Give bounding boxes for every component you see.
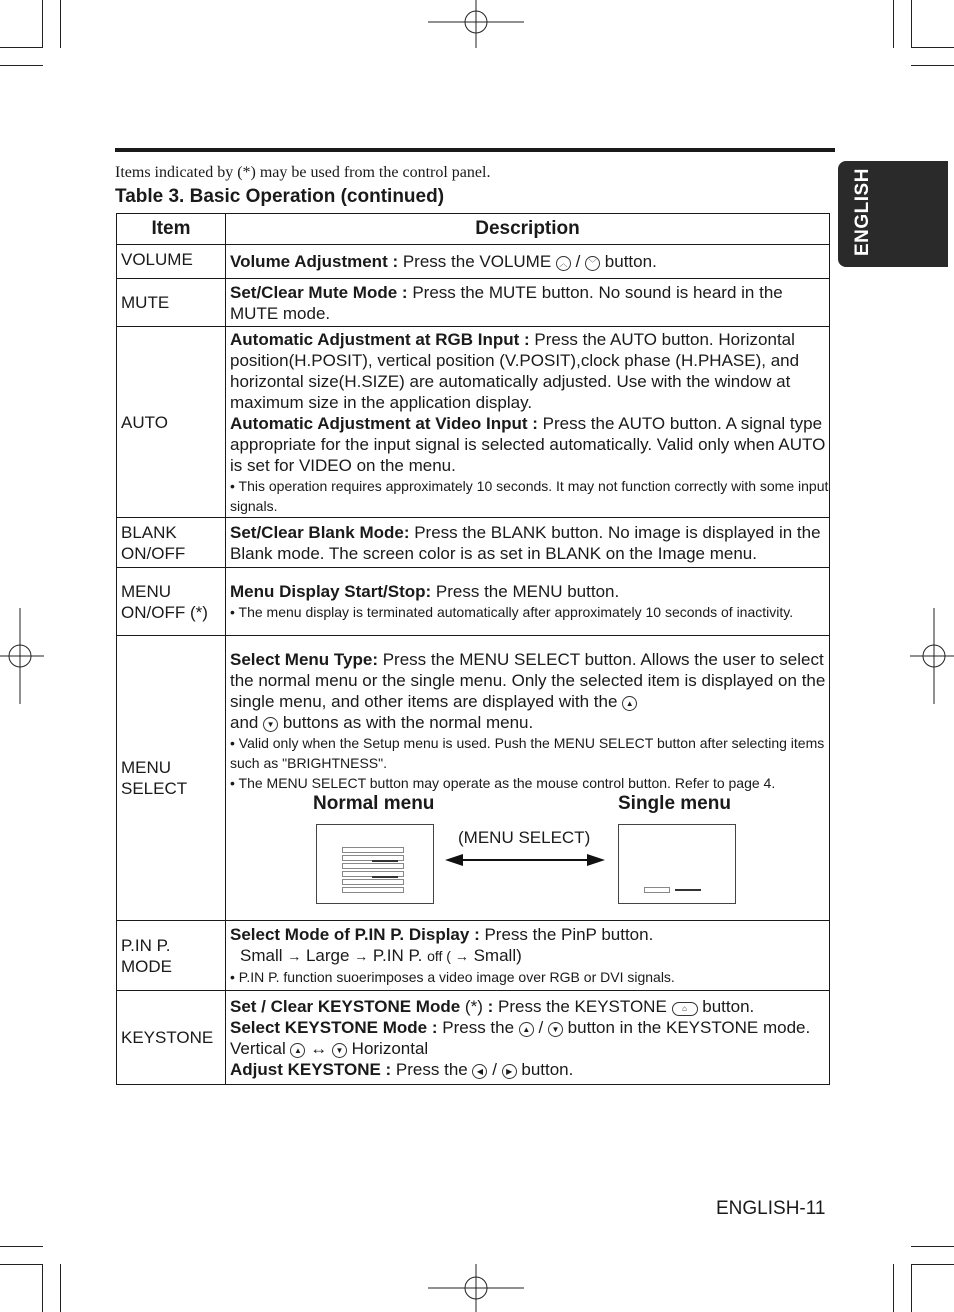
item-menu-onoff: MENU ON/OFF (*)	[117, 568, 226, 636]
right-button-icon: ▶	[502, 1064, 517, 1079]
slider-bar	[372, 876, 398, 878]
auto-note: • This operation requires approximately 10 seconds. It may not function correctly with some input signals.	[230, 477, 829, 514]
crop-mark	[893, 1264, 894, 1312]
up-button-icon: ▲	[622, 696, 637, 711]
crop-mark	[0, 65, 43, 66]
down-button-icon: ▼	[263, 717, 278, 732]
language-tab-label: ENGLISH	[852, 168, 873, 256]
menu-item	[342, 847, 404, 853]
table-row-blank	[117, 518, 830, 568]
crop-mark	[911, 47, 954, 48]
table-title: Table 3. Basic Operation (continued)	[115, 186, 445, 207]
menu-select-note-1: • Valid only when the Setup menu is used. Push the MENU SELECT button after selecting items such as "BRIGHTNESS".	[230, 735, 825, 771]
volume-down-icon: ﹀	[585, 256, 600, 271]
up-button-icon: ▲	[519, 1022, 534, 1037]
crop-mark	[42, 0, 43, 48]
desc-menu-onoff: Menu Display Start/Stop: Press the MENU button. • The menu display is terminated automatically after approximately 10 seconds of inactivity.	[226, 568, 830, 636]
desc-blank: Set/Clear Blank Mode: Press the BLANK button. No image is displayed in the Blank mode. The screen color is as set in BLANK on the Image menu.	[226, 518, 830, 568]
item-volume: VOLUME	[117, 245, 226, 279]
registration-mark	[428, 1264, 524, 1312]
single-menu-thumbnail	[618, 824, 736, 904]
desc-auto: Automatic Adjustment at RGB Input : Press the AUTO button. Horizontal position(H.POSIT), vertical position (V.POSIT),clock phase (H.PHASE), and horizontal size(H.SIZE) are automatically adjusted. Use with the window at maximum size in the application display. Automatic Adjustment at Video Input : Press the AUTO button. A signal type appropriate for the input signal is selected automatically. Valid only when AUTO is set for VIDEO on the menu. • This operation requires approximately 10 seconds. It may not function correctly with some input signals.	[226, 327, 830, 518]
volume-up-icon: ︿	[556, 256, 571, 271]
control-panel-note: Items indicated by (*) may be used from the control panel.	[115, 164, 491, 181]
crop-mark	[42, 1264, 43, 1312]
left-button-icon: ◀	[472, 1064, 487, 1079]
header-rule	[115, 148, 835, 152]
basic-operation-table	[116, 213, 830, 1085]
crop-mark	[893, 0, 894, 48]
desc-mute: Set/Clear Mute Mode : Press the MUTE button. No sound is heard in the MUTE mode.	[226, 279, 830, 327]
registration-mark	[428, 0, 524, 48]
slider-bar	[372, 860, 398, 862]
menu-item	[342, 879, 404, 885]
down-button-icon: ▼	[548, 1022, 563, 1037]
slider-bar	[675, 889, 701, 891]
table-row-volume	[117, 245, 830, 279]
crop-mark	[0, 47, 43, 48]
table-row-mute	[117, 279, 830, 327]
desc-menu-select: Select Menu Type: Press the MENU SELECT button. Allows the user to select the normal menu or the single menu. Only the selected item is displayed on the single menu, and other items are displayed with the ▲ and ▼ buttons as with the normal menu. • Valid only when the Setup menu is used. Push the MENU SELECT button after selecting items such as "BRIGHTNESS". • The MENU SELECT button may operate as the mouse control button. Refer to page 4. Normal menu Single menu (MENU SELECT)	[226, 636, 830, 921]
table-row-menu-select	[117, 636, 830, 921]
item-menu-select: MENU SELECT	[117, 636, 226, 921]
crop-mark	[0, 1264, 43, 1265]
language-tab	[838, 161, 948, 267]
single-menu-label: Single menu	[618, 793, 731, 814]
table-row-auto	[117, 327, 830, 518]
registration-mark	[0, 608, 44, 704]
desc-volume: Volume Adjustment : Press the VOLUME ︿ / ﹀ button.	[226, 245, 830, 279]
menu-select-figure	[230, 793, 829, 911]
up-button-icon: ▲	[290, 1043, 305, 1058]
crop-mark	[911, 0, 912, 48]
item-blank: BLANK ON/OFF	[117, 518, 226, 568]
crop-mark	[60, 0, 61, 48]
table-header-row	[117, 214, 830, 245]
crop-mark	[60, 1264, 61, 1312]
menu-select-double-arrow	[445, 853, 605, 867]
menu-select-note-2: • The MENU SELECT button may operate as the mouse control button. Refer to page 4.	[230, 775, 776, 791]
column-header-item: Item	[117, 214, 226, 245]
table-row-keystone	[117, 991, 830, 1085]
crop-mark	[911, 1264, 954, 1265]
menu-item	[644, 887, 670, 893]
crop-mark	[911, 1264, 912, 1312]
desc-keystone: Set / Clear KEYSTONE Mode (*) : Press the KEYSTONE ⌂ button. Select KEYSTONE Mode : Press the ▲ / ▼ button in the KEYSTONE mode. Vertical ▲ ↔ ▼ Horizontal Adjust KEYSTONE : Press the ◀ / ▶ button.	[226, 991, 830, 1085]
menu-select-arrow-label: (MENU SELECT)	[458, 828, 591, 847]
crop-mark	[911, 65, 954, 66]
menu-item	[342, 863, 404, 869]
normal-menu-label: Normal menu	[313, 793, 435, 814]
column-header-description: Description	[226, 214, 830, 245]
keystone-button-icon: ⌂	[672, 1002, 698, 1016]
item-pinp: P.IN P. MODE	[117, 921, 226, 991]
crop-mark	[911, 1246, 954, 1247]
page-number: ENGLISH-11	[716, 1198, 826, 1219]
item-mute: MUTE	[117, 279, 226, 327]
menu-onoff-note: • The menu display is terminated automatically after approximately 10 seconds of inactivity.	[230, 604, 794, 620]
desc-pinp: Select Mode of P.IN P. Display : Press the PinP button. Small → Large → P.IN P. off ( → Small) • P.IN P. function suoerimposes a video image over RGB or DVI signals.	[226, 921, 830, 991]
menu-item	[342, 887, 404, 893]
crop-mark	[0, 1246, 43, 1247]
item-keystone: KEYSTONE	[117, 991, 226, 1085]
normal-menu-thumbnail	[316, 824, 434, 904]
table-row-pinp	[117, 921, 830, 991]
item-auto: AUTO	[117, 327, 226, 518]
registration-mark	[910, 608, 954, 704]
down-button-icon: ▼	[332, 1043, 347, 1058]
pinp-note: • P.IN P. function suoerimposes a video image over RGB or DVI signals.	[230, 969, 675, 985]
table-row-menu-onoff	[117, 568, 830, 636]
